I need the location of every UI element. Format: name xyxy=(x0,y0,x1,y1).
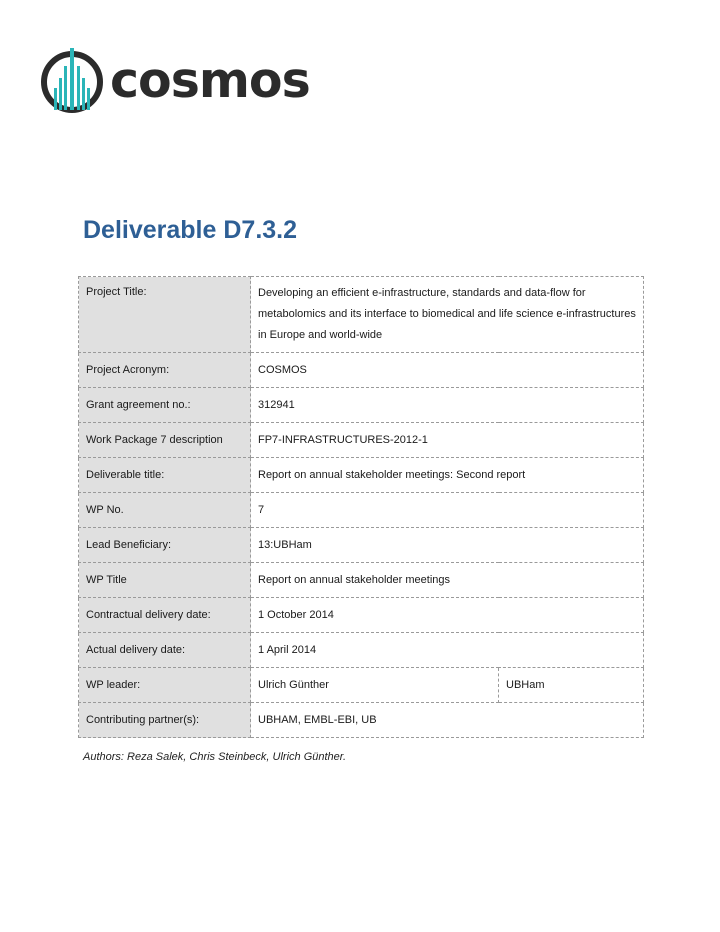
row-value: 13:UBHam xyxy=(251,528,644,563)
row-extra-value: UBHam xyxy=(499,668,644,703)
row-value: 7 xyxy=(251,493,644,528)
row-value: Ulrich Günther xyxy=(251,668,499,703)
row-label: Deliverable title: xyxy=(79,458,251,493)
table-row xyxy=(79,423,644,458)
table-row xyxy=(79,458,644,493)
row-label: WP Title xyxy=(79,563,251,598)
table-row xyxy=(79,633,644,668)
table-row xyxy=(79,563,644,598)
row-value: Report on annual stakeholder meetings xyxy=(251,563,644,598)
row-label: Lead Beneficiary: xyxy=(79,528,251,563)
row-value: COSMOS xyxy=(251,353,644,388)
row-label: Work Package 7 description xyxy=(79,423,251,458)
table-row xyxy=(79,353,644,388)
row-label: Contractual delivery date: xyxy=(79,598,251,633)
row-value: FP7-INFRASTRUCTURES-2012-1 xyxy=(251,423,644,458)
row-value: Developing an efficient e-infrastructure, standards and data-flow for metabolomics and its interface to biomedical and life science e-infrastructures in Europe and world-wide xyxy=(251,277,644,353)
row-label: Project Acronym: xyxy=(79,353,251,388)
deliverable-info-table xyxy=(78,276,644,738)
row-label: WP leader: xyxy=(79,668,251,703)
table-row xyxy=(79,388,644,423)
table-row xyxy=(79,277,644,353)
row-label: Contributing partner(s): xyxy=(79,703,251,738)
row-value: 1 April 2014 xyxy=(251,633,644,668)
table-row xyxy=(79,528,644,563)
table-row xyxy=(79,703,644,738)
cosmos-logo xyxy=(40,44,310,116)
row-value: UBHAM, EMBL-EBI, UB xyxy=(251,703,644,738)
row-value: Report on annual stakeholder meetings: Second report xyxy=(251,458,644,493)
row-value: 312941 xyxy=(251,388,644,423)
table-row xyxy=(79,493,644,528)
row-label: Actual delivery date: xyxy=(79,633,251,668)
logo-wordmark: cosmos xyxy=(110,51,310,109)
authors-line: Authors: Reza Salek, Chris Steinbeck, Ulrich Günther. xyxy=(83,751,347,763)
page-title: Deliverable D7.3.2 xyxy=(83,216,298,244)
row-value: 1 October 2014 xyxy=(251,598,644,633)
table-row xyxy=(79,598,644,633)
row-label: Grant agreement no.: xyxy=(79,388,251,423)
row-label: WP No. xyxy=(79,493,251,528)
cosmos-logo-icon xyxy=(40,44,104,116)
table-row xyxy=(79,668,644,703)
row-label: Project Title: xyxy=(79,277,251,353)
